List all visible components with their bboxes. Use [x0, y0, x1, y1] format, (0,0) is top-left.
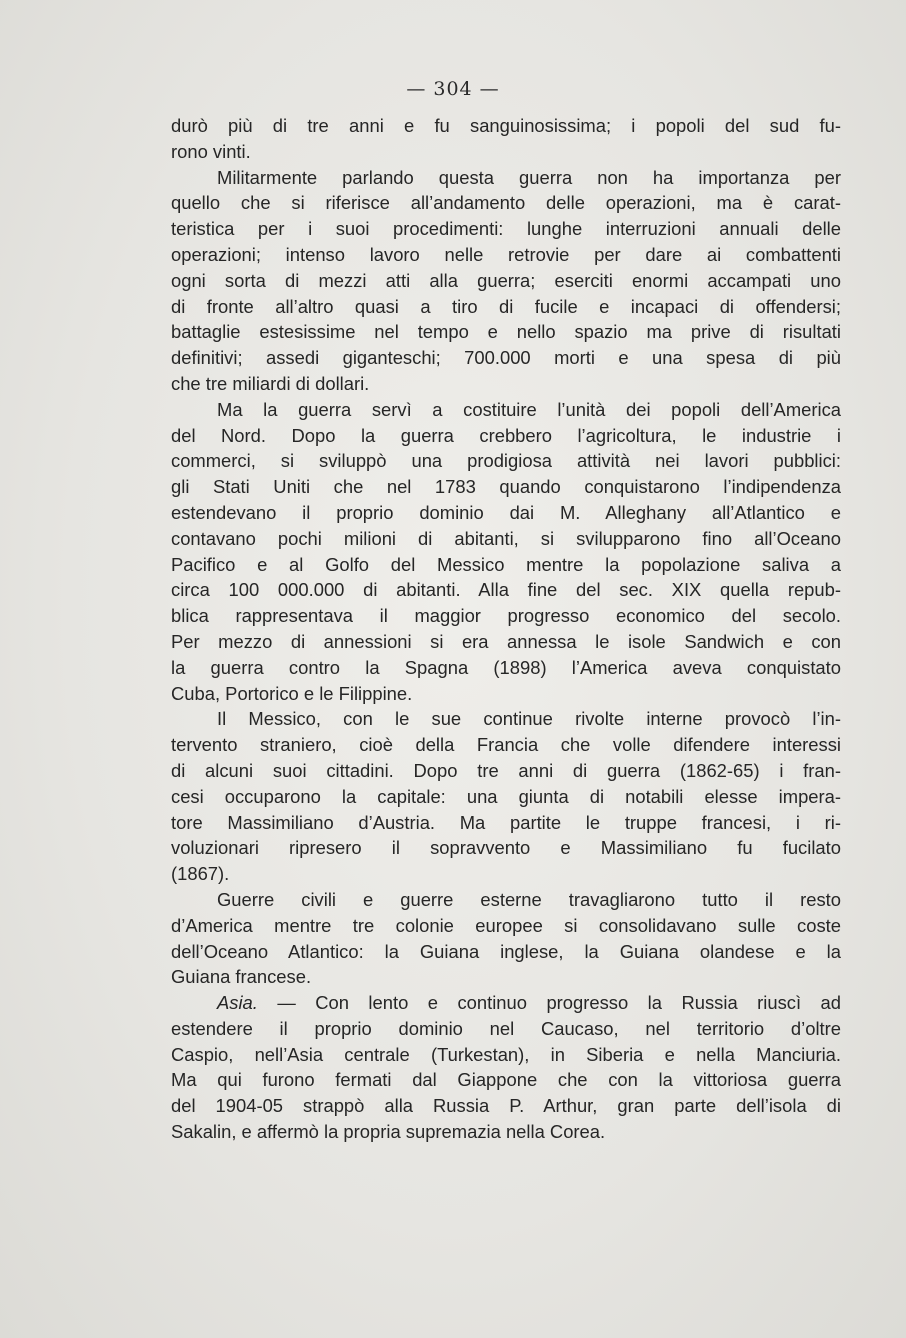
text-line: battaglie estesissime nel tempo e nello spazio ma prive di risultati [171, 321, 841, 343]
text-line: quello che si riferisce all’andamento delle operazioni, ma è carat- [171, 192, 841, 214]
text-line: Il Messico, con le sue continue rivolte interne provocò l’in- [217, 708, 841, 730]
text-line-content: — Con lento e continuo progresso la Russia riuscì ad [277, 992, 841, 1014]
text-line: tervento straniero, cioè della Francia che volle difendere interessi [171, 734, 841, 756]
text-line: cesi occuparono la capitale: una giunta di notabili elesse impera- [171, 785, 841, 807]
text-line: ogni sorta di mezzi atti alla guerra; eserciti enormi accampati uno [171, 269, 841, 291]
text-line: durò più di tre anni e fu sanguinosissima; i popoli del sud fu- [171, 115, 841, 136]
text-line: del 1904-05 strappò alla Russia P. Arthur, gran parte dell’isola di [171, 1095, 841, 1117]
text-line: contavano pochi milioni di abitanti, si svilupparono fino all’Oceano [171, 527, 841, 549]
text-line: operazioni; intenso lavoro nelle retrovie per dare ai combattenti [171, 243, 841, 265]
text-line: la guerra contro la Spagna (1898) l’America aveva conquistato [171, 656, 841, 678]
section-lead: Asia. [217, 992, 258, 1014]
text-line: dell’Oceano Atlantico: la Guiana inglese, la Guiana olandese e la [171, 940, 841, 962]
text-line: Per mezzo di annessioni si era annessa le isole Sandwich e con [171, 630, 841, 652]
text-line: estendere il proprio dominio nel Caucaso, nel territorio d’oltre [171, 1017, 841, 1039]
text-line: Guiana francese. [171, 966, 312, 988]
page-number: — 304 — [406, 78, 500, 100]
text-line: blica rappresentava il maggior progresso economico del secolo. [171, 605, 841, 627]
text-line: Militarmente parlando questa guerra non ha importanza per [217, 166, 841, 188]
text-line: Caspio, nell’Asia centrale (Turkestan), in Siberia e nella Manciuria. [171, 1043, 841, 1065]
text-line: definitivi; assedi giganteschi; 700.000 morti e una spesa di più [171, 347, 841, 369]
text-line: Guerre civili e guerre esterne travagliarono tutto il resto [217, 888, 841, 910]
text-line: Sakalin, e affermò la propria supremazia nella Corea. [171, 1121, 606, 1143]
text-line: circa 100 000.000 di abitanti. Alla fine del sec. XIX quella repub- [171, 579, 841, 601]
text-line: teristica per i suoi procedimenti: lunghe interruzioni annuali delle [171, 218, 841, 240]
text-line: che tre miliardi di dollari. [171, 372, 370, 394]
text-line: rono vinti. [171, 140, 251, 162]
text-line: Cuba, Portorico e le Filippine. [171, 682, 413, 704]
text-line: d’America mentre tre colonie europee si consolidavano sulle coste [171, 914, 841, 936]
text-line: Ma qui furono fermati dal Giappone che con la vittoriosa guerra [171, 1069, 841, 1091]
text-line [171, 990, 841, 1016]
text-line: voluzionari ripresero il sopravvento e Massimiliano fu fucilato [171, 837, 841, 859]
text-line: tore Massimiliano d’Austria. Ma partite le truppe francesi, i ri- [171, 811, 841, 833]
body-text [171, 113, 841, 1145]
text-line: commerci, si sviluppò una prodigiosa attività nei lavori pubblici: [171, 450, 841, 472]
text-line: di alcuni suoi cittadini. Dopo tre anni di guerra (1862-65) i fran- [171, 759, 841, 781]
text-line: (1867). [171, 863, 230, 885]
text-line: di fronte all’altro quasi a tiro di fucile e incapaci di offendersi; [171, 295, 841, 317]
text-line: Pacifico e al Golfo del Messico mentre la popolazione saliva a [171, 553, 841, 575]
text-line: del Nord. Dopo la guerra crebbero l’agricoltura, le industrie i [171, 424, 841, 446]
text-line: Ma la guerra servì a costituire l’unità dei popoli dell’America [217, 398, 841, 420]
text-line: estendevano il proprio dominio dai M. Alleghany all’Atlantico e [171, 501, 841, 523]
text-line: gli Stati Uniti che nel 1783 quando conquistarono l’indipendenza [171, 476, 841, 498]
